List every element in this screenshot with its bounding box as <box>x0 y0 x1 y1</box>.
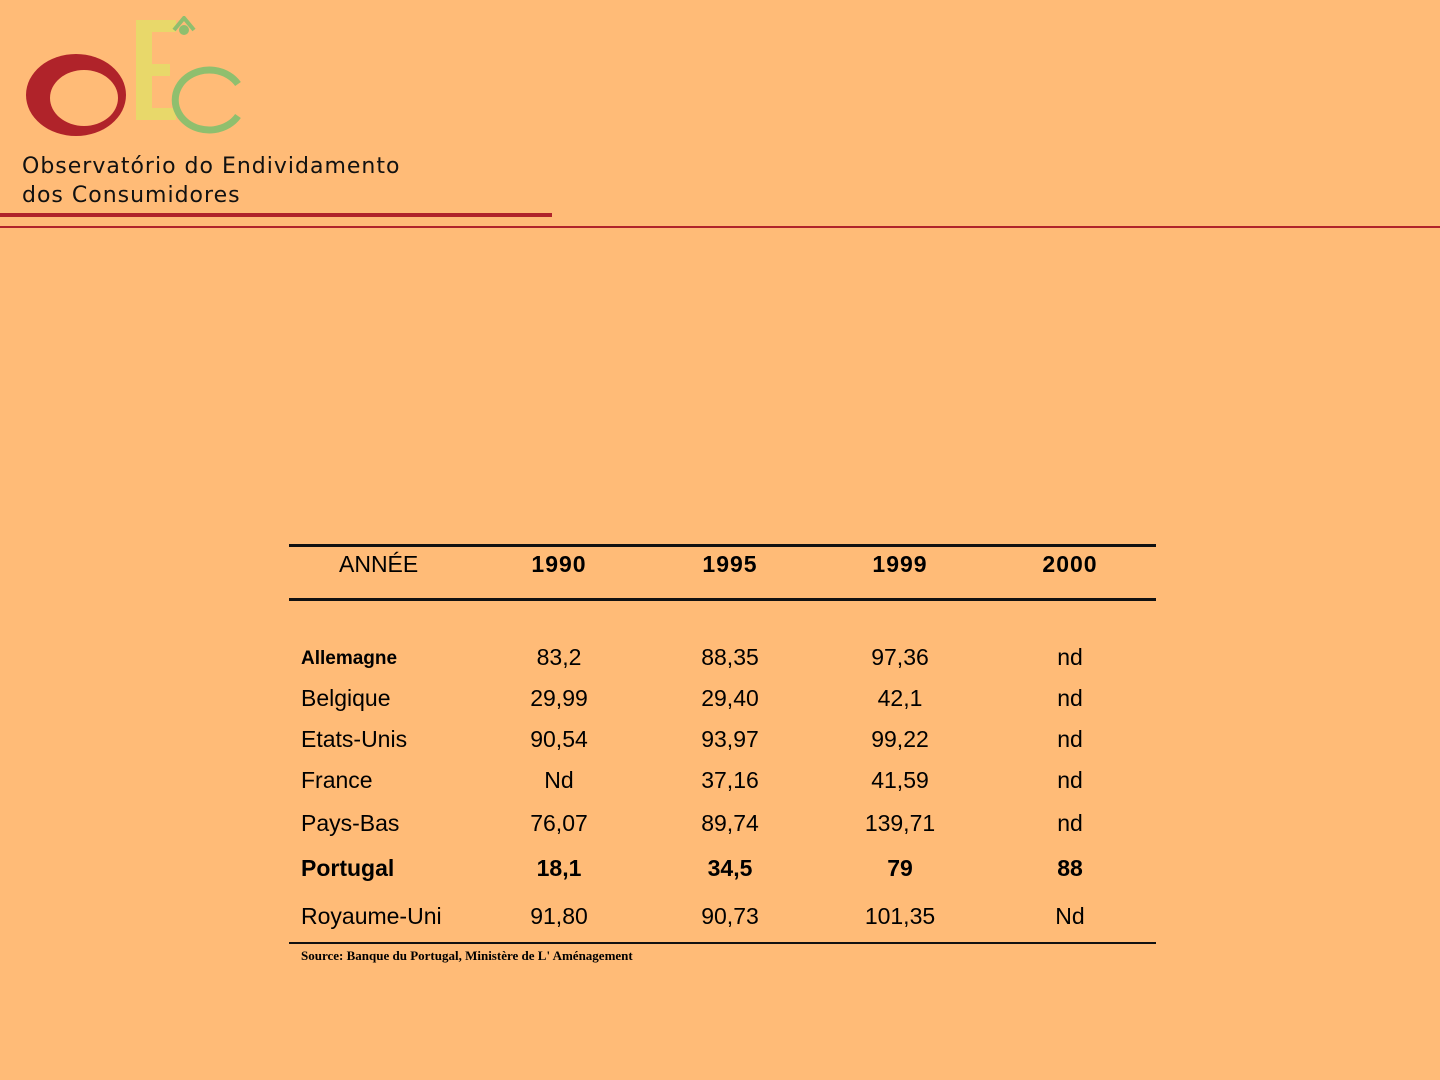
row-value-2000: Nd <box>1055 903 1085 929</box>
row-value-2000: nd <box>1057 726 1083 752</box>
row-value-1995: 90,73 <box>701 903 759 929</box>
row-value-1999: 79 <box>887 855 913 881</box>
row-country: Etats-Unis <box>301 726 408 752</box>
table-source-note: Source: Banque du Portugal, Ministère de L' Aménagement <box>301 948 633 963</box>
row-value-1990: 76,07 <box>530 810 588 836</box>
row-value-1995: 88,35 <box>701 644 759 670</box>
row-value-2000: nd <box>1057 644 1083 670</box>
row-value-1999: 101,35 <box>864 903 936 929</box>
table-top-rule <box>289 544 1156 547</box>
row-value-1995: 29,40 <box>701 685 759 711</box>
row-value-1990: 83,2 <box>536 644 582 670</box>
logo-c-shape <box>175 70 238 130</box>
table-header-rule <box>289 598 1156 601</box>
row-value-1999: 97,36 <box>871 644 929 670</box>
header-divider <box>0 226 1440 228</box>
row-value-1999: 41,59 <box>871 767 929 793</box>
header-cell-1990: 1990 <box>531 551 587 577</box>
header-underline <box>0 213 552 217</box>
row-value-1990: 91,80 <box>530 903 588 929</box>
row-country: Allemagne <box>301 648 398 669</box>
row-value-1999: 42,1 <box>877 685 923 711</box>
logo-e-shape <box>136 20 176 120</box>
row-value-1990: 29,99 <box>530 685 588 711</box>
row-country: Royaume-Uni <box>301 903 442 929</box>
row-country: Portugal <box>301 855 395 881</box>
organization-name-line1: Observatório do Endividamento <box>22 154 401 179</box>
row-value-2000: nd <box>1057 767 1083 793</box>
table-bottom-rule <box>289 942 1156 944</box>
organization-name-line2: dos Consumidores <box>22 183 241 208</box>
row-value-1999: 139,71 <box>864 810 936 836</box>
row-value-1990: 18,1 <box>536 855 582 881</box>
row-value-1995: 37,16 <box>701 767 759 793</box>
header-cell-2000: 2000 <box>1042 551 1098 577</box>
row-value-1995: 89,74 <box>701 810 759 836</box>
header-cell-1995: 1995 <box>702 551 758 577</box>
header-cell-1999: 1999 <box>872 551 928 577</box>
row-country: Belgique <box>301 685 391 711</box>
organization-name <box>22 152 562 210</box>
row-value-2000: nd <box>1057 685 1083 711</box>
row-value-1995: 34,5 <box>707 855 753 881</box>
row-value-2000: 88 <box>1057 855 1083 881</box>
row-value-1995: 93,97 <box>701 726 759 752</box>
header-cell-annee: ANNÉE <box>339 551 419 577</box>
oec-logo <box>24 16 254 141</box>
row-country: France <box>301 767 373 793</box>
row-value-2000: nd <box>1057 810 1083 836</box>
row-country: Pays-Bas <box>301 810 400 836</box>
row-value-1990: 90,54 <box>530 726 588 752</box>
row-value-1990: Nd <box>544 767 574 793</box>
row-value-1999: 99,22 <box>871 726 929 752</box>
